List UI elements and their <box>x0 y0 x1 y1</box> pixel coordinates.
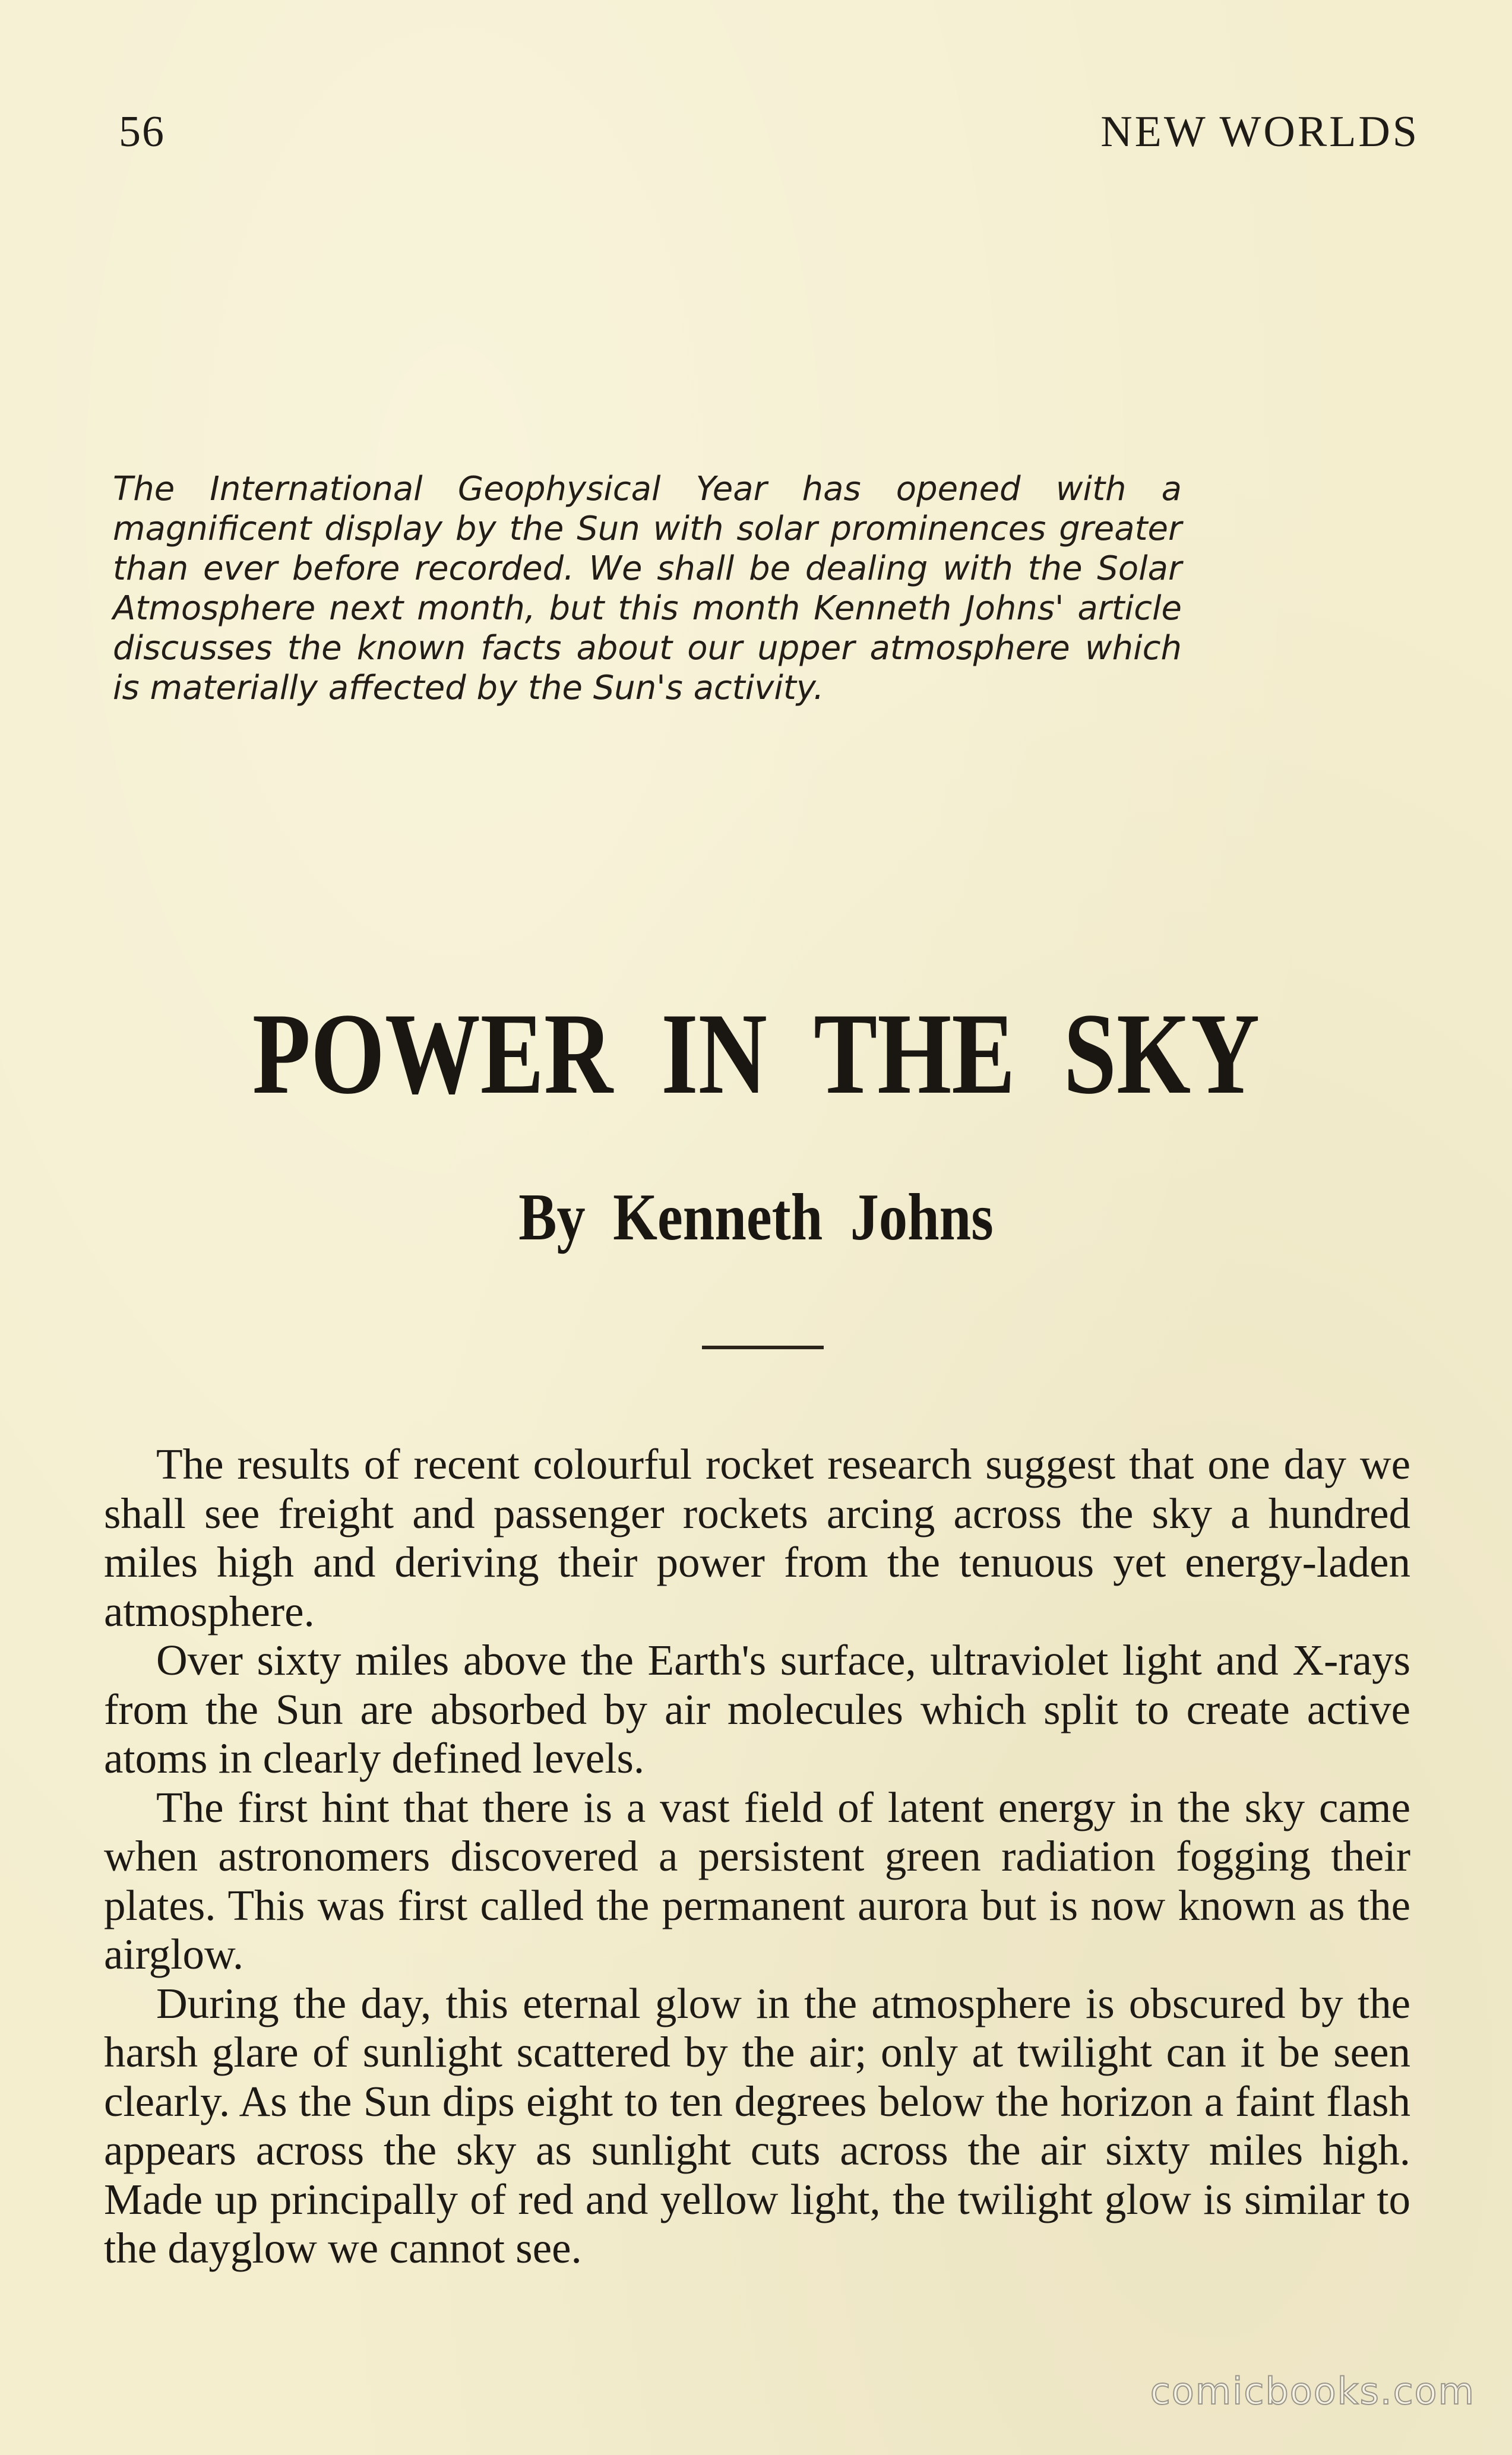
body-paragraph: The first hint that there is a vast field of latent energy in the sky came when astronomers discovered a persistent green radiation fogging their plates. This was first called the permanent aurora but is now known as the airglow. <box>104 1783 1410 1978</box>
body-paragraph: The results of recent colourful rocket research suggest that one day we shall see freight and passenger rockets arcing across the sky a hundred miles high and deriving their power from the tenuous yet energy-laden atmosphere. <box>104 1440 1410 1635</box>
page-number: 56 <box>119 107 165 156</box>
editorial-intro: The International Geophysical Year has opened with a magnificent display by the Sun with solar prominences greater than ever before recorded. We shall be dealing with the Solar Atmosphere next month, but this month Kenneth Johns' article discusses the known facts about our upper atmosphere which is materially affected by the Sun's activity. <box>113 470 1182 707</box>
article-byline: By Kenneth Johns <box>518 1181 994 1254</box>
body-paragraph: During the day, this eternal glow in the atmosphere is obscured by the harsh glare of sunlight scattered by the air; only at twilight can it be seen clearly. As the Sun dips eight to ten degrees below the horizon a faint flash appears across the sky as sunlight cuts across the air sixty miles high. Made up principally of red and yellow light, the twilight glow is similar to the dayglow we cannot see. <box>104 1979 1410 2272</box>
watermark: comicbooks.com <box>1150 2369 1475 2413</box>
running-header <box>119 107 1419 166</box>
body-paragraph: Over sixty miles above the Earth's surface, ultraviolet light and X-rays from the Sun are absorbed by air molecules which split to create active atoms in clearly defined levels. <box>104 1636 1410 1782</box>
title-divider-rule <box>702 1346 824 1349</box>
article-body <box>104 1440 1410 2273</box>
journal-title: NEW WORLDS <box>1100 107 1419 156</box>
article-title: POWER IN THE SKY <box>252 989 1260 1118</box>
